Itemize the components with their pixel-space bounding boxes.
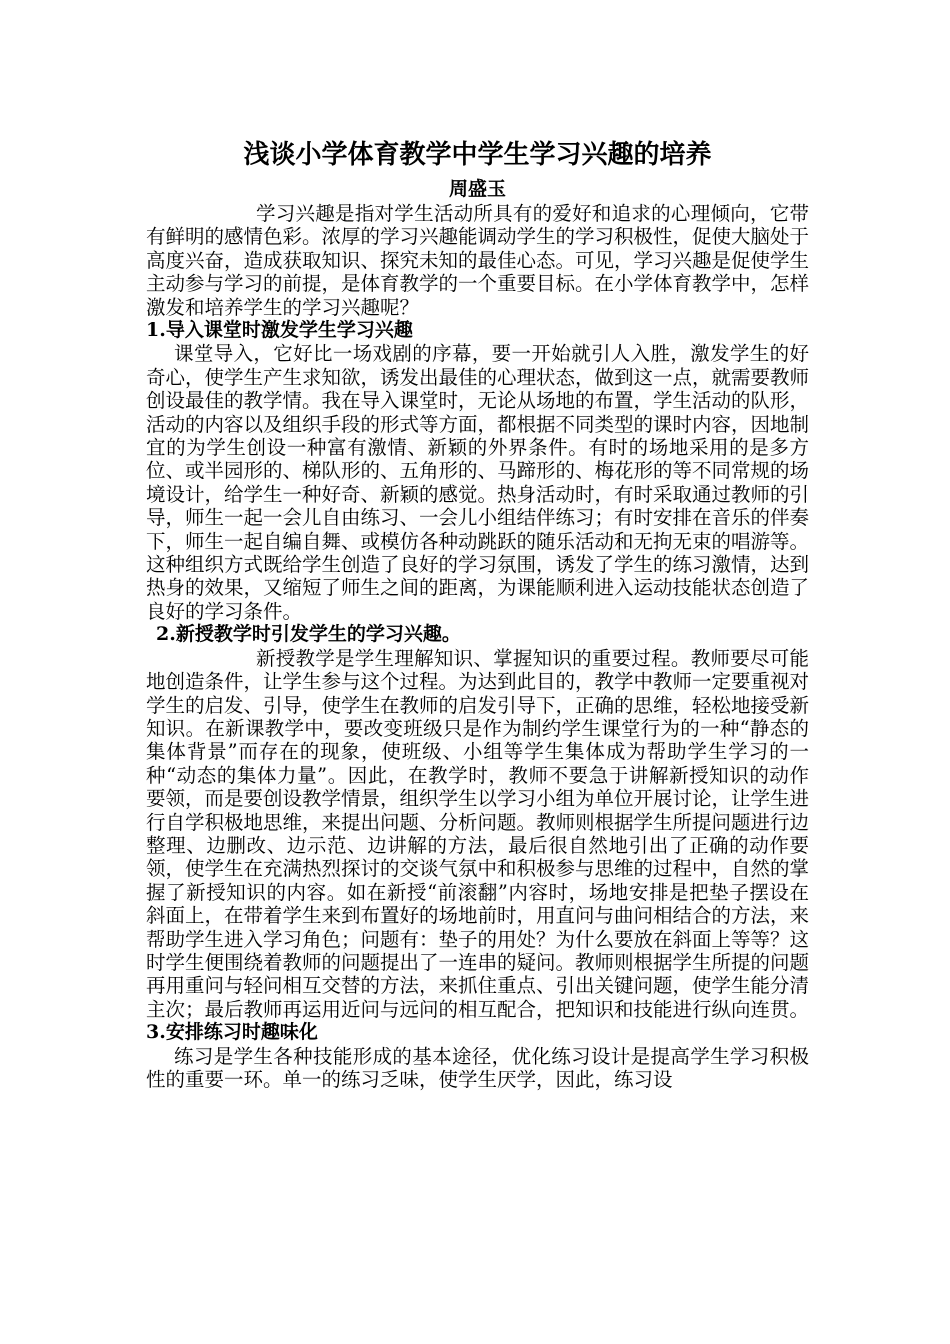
document-body [146,134,809,1091]
section-3-paragraph: 练习是学生各种技能形成的基本途径，优化练习设计是提高学生学习积极性的重要一环。单一的练习乏味，使学生厌学，因此，练习设 [146,1044,809,1091]
document-author: 周盛玉 [448,178,506,200]
section-1-heading: 1.导入课堂时激发学生学习兴趣 [146,319,413,342]
document-title: 浅谈小学体育教学中学生学习兴趣的培养 [243,140,712,170]
section-2-heading: 2.新授教学时引发学生的学习兴趣。 [156,623,461,646]
section-3-heading: 3.安排练习时趣味化 [146,1021,318,1044]
intro-paragraph: 学习兴趣是指对学生活动所具有的爱好和追求的心理倾向，它带有鲜明的感情色彩。浓厚的学习兴趣能调动学生的学习积极性，促使大脑处于高度兴奋，造成获取知识、探究未知的最佳心态。可见，学习兴趣是促使学生主动参与学习的前提，是体育教学的一个重要目标。在小学体育教学中，怎样激发和培养学生的学习兴趣呢？ [146,202,810,319]
section-1-paragraph: 课堂导入，它好比一场戏剧的序幕，要一开始就引人入胜，激发学生的好奇心，使学生产生求知欲，诱发出最佳的心理状态，做到这一点，就需要教师创设最佳的教学情。我在导入课堂时，无论从场地的布置，学生活动的队形，活动的内容以及组织手段的形式等方面，都根据不同类型的课时内容，因地制宜的为学生创设一种富有激情、新颖的外界条件。有时的场地采用的是多方位、或半园形的、梯队形的、五角形的、马蹄形的、梅花形的等不同常规的场境设计，给学生一种好奇、新颖的感觉。热身活动时，有时采取通过教师的引导，师生一起一会儿自由练习、一会儿小组结伴练习；有时安排在音乐的伴奏下，师生一起自编自舞、或模仿各种动跳跃的随乐活动和无拘无束的唱游等。这种组织方式既给学生创造了良好的学习氛围，诱发了学生的练习激情，达到热身的效果，又缩短了师生之间的距离，为课能顺利进入运动技能状态创造了良好的学习条件。 [146,342,810,623]
section-2-paragraph: 新授教学是学生理解知识、掌握知识的重要过程。教师要尽可能地创造条件，让学生参与这个过程。为达到此目的，教学中教师一定要重视对学生的启发、引导，使学生在教师的启发引导下，正确的思维，轻松地接受新知识。在新课教学中，要改变班级只是作为制约学生课堂行为的一种“静态的集体背景”而存在的现象，使班级、小组等学生集体成为帮助学生学习的一种“动态的集体力量”。因此，在教学时，教师不要急于讲解新授知识的动作要领，而是要创设教学情景，组织学生以学习小组为单位开展讨论，让学生进行自学积极地思维，来提出问题、分析问题。教师则根据学生所提问题进行边整理、边删改、边示范、边讲解的方法，最后很自然地引出了正确的动作要领，使学生在充满热烈探讨的交谈气氛中和积极参与思维的过程中，自然的掌握了新授知识的内容。如在新授“前滚翻”内容时，场地安排是把垫子摆设在斜面上，在带着学生来到布置好的场地前时，用直问与曲问相结合的方法，来帮助学生进入学习角色；问题有：垫子的用处？为什么要放在斜面上等等？这时学生便围绕着教师的问题提出了一连串的疑问。教师则根据学生所提的问题再用重问与轻问相互交替的方法，来抓住重点、引出关键问题，使学生能分清主次；最后教师再运用近问与远问的相互配合，把知识和技能进行纵向连贯。 [146,646,810,1021]
